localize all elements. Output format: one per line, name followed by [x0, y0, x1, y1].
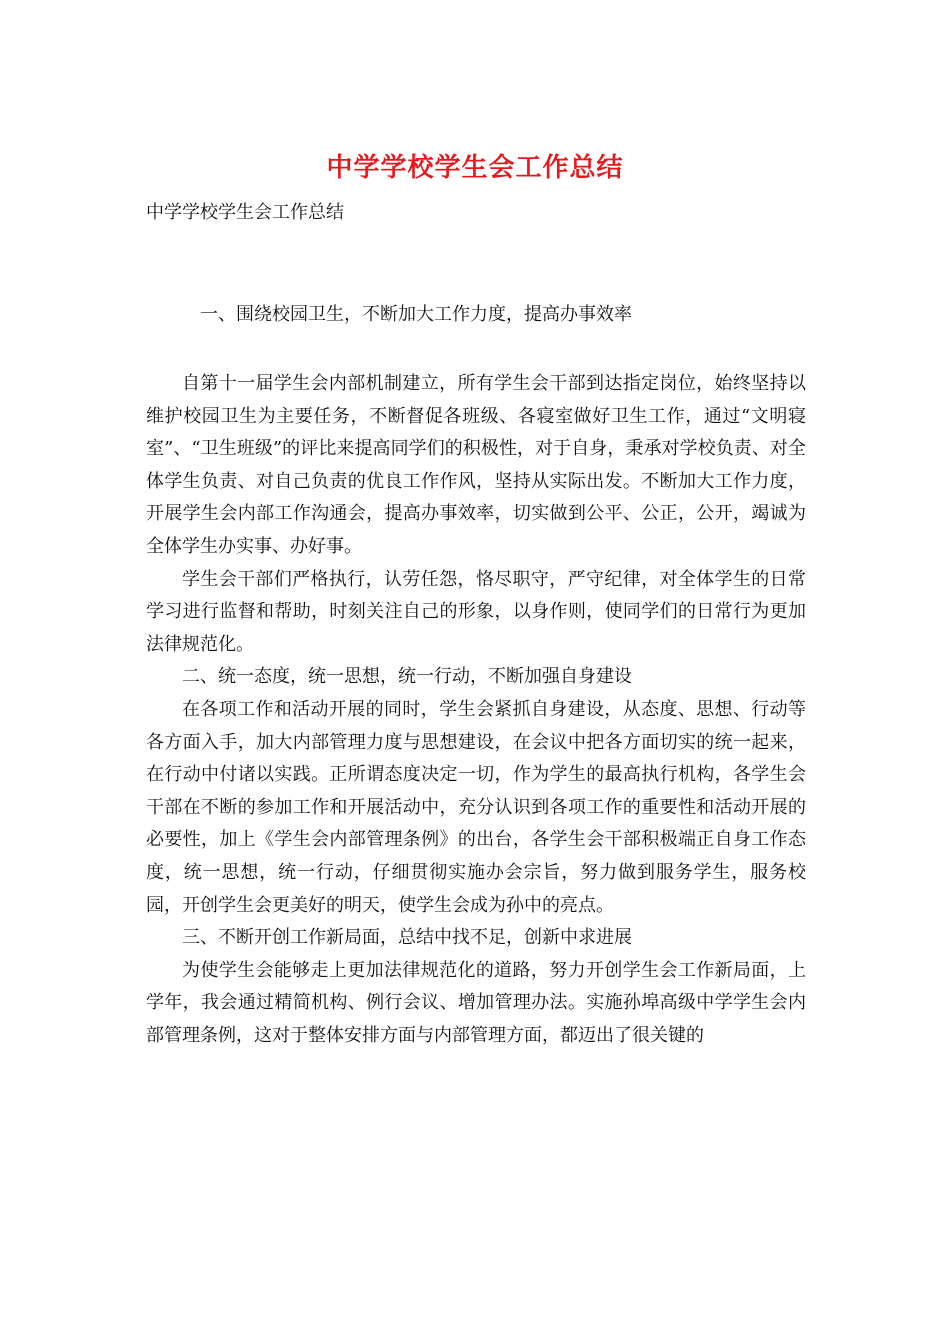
section-heading-3: 三、不断开创工作新局面，总结中找不足，创新中求进展	[182, 927, 632, 949]
section-heading-1: 一、围绕校园卫生，不断加大工作力度，提高办事效率	[200, 304, 632, 325]
document-body	[146, 368, 806, 1052]
paragraph: 学生会干部们严格执行，认劳任怨，恪尽职守，严守纪律，对全体学生的日常学习进行监督和帮助，时刻关注自己的形象，以身作则，使同学们的日常行为更加法律规范化。	[146, 568, 806, 655]
document-title: 中学学校学生会工作总结	[326, 153, 624, 183]
paragraph: 自第十一届学生会内部机制建立，所有学生会干部到达指定岗位，始终坚持以维护校园卫生为主要任务，不断督促各班级、各寝室做好卫生工作，通过“文明寝室”、“卫生班级”的评比来提高同学们的积极性，对于自身，秉承对学校负责、对全体学生负责、对自己负责的优良工作作风，坚持从实际出发。不断加大工作力度，开展学生会内部工作沟通会，提高办事效率，切实做到公平、公正，公开，竭诚为全体学生办实事、办好事。	[146, 373, 806, 557]
section-heading-2: 二、统一态度，统一思想，统一行动，不断加强自身建设	[182, 666, 632, 688]
paragraph: 在各项工作和活动开展的同时，学生会紧抓自身建设，从态度、思想、行动等各方面入手，加大内部管理力度与思想建设，在会议中把各方面切实的统一起来，在行动中付诸以实践。正所谓态度决定一切，作为学生的最高执行机构，各学生会干部在不断的参加工作和开展活动中，充分认识到各项工作的重要性和活动开展的必要性，加上《学生会内部管理条例》的出台，各学生会干部积极端正自身工作态度，统一思想，统一行动，仔细贯彻实施办会宗旨，努力做到服务学生，服务校园，开创学生会更美好的明天，使学生会成为孙中的亮点。	[146, 698, 806, 916]
paragraph: 为使学生会能够走上更加法律规范化的道路，努力开创学生会工作新局面，上学年，我会通过精简机构、例行会议、增加管理办法。实施孙埠高级中学学生会内部管理条例，这对于整体安排方面与内部管理方面，都迈出了很关键的	[146, 959, 806, 1046]
document-subtitle: 中学学校学生会工作总结	[146, 202, 344, 223]
